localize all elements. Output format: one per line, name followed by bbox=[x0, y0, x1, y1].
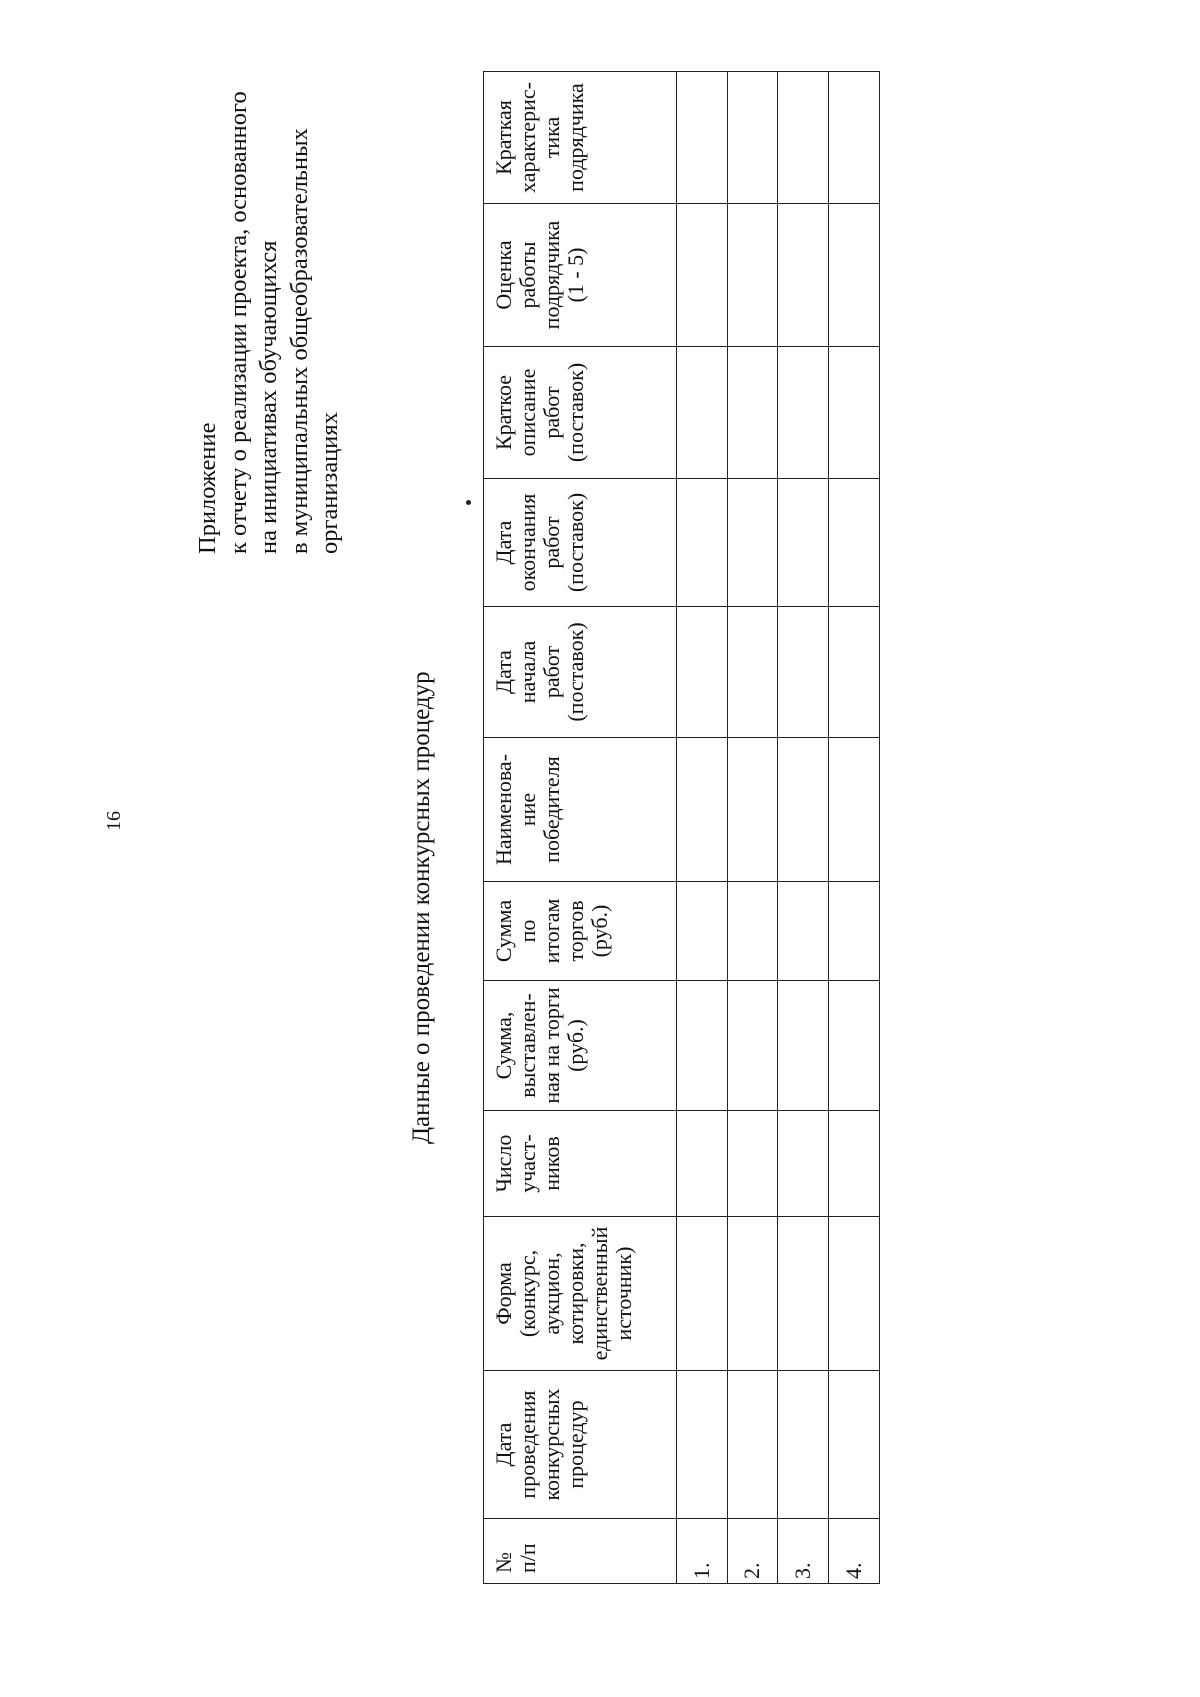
column-header-line: Наименова- bbox=[491, 753, 516, 866]
table-cell bbox=[778, 738, 829, 882]
column-header-line: аукцион, bbox=[539, 1252, 564, 1335]
appendix-line: к отчету о реализации проекта, основанного bbox=[224, 91, 252, 554]
column-header-line: характерис- bbox=[515, 82, 540, 193]
column-header-line: Число bbox=[491, 1134, 516, 1193]
appendix-title: Приложение bbox=[194, 422, 221, 554]
column-header-line: итогам bbox=[539, 898, 564, 964]
column-header-line: Дата bbox=[491, 650, 516, 694]
column-header-line: (руб.) bbox=[587, 904, 612, 958]
column-header-line: п/п bbox=[515, 1543, 540, 1573]
table-cell bbox=[778, 1111, 829, 1217]
appendix-block bbox=[193, 91, 346, 554]
column-header-line: № bbox=[491, 1552, 516, 1573]
column-header bbox=[484, 72, 677, 204]
table-cell bbox=[829, 607, 880, 738]
column-header-line: выставлен- bbox=[515, 993, 540, 1098]
table-row bbox=[829, 72, 880, 1584]
column-header-line: Форма bbox=[491, 1262, 516, 1325]
column-header-line: котировки, bbox=[563, 1242, 588, 1345]
table-cell bbox=[676, 882, 727, 981]
table-cell bbox=[778, 1371, 829, 1519]
column-header-line: единственный bbox=[587, 1226, 612, 1361]
page-number: 16 bbox=[103, 811, 125, 831]
column-header-line: по bbox=[515, 919, 540, 943]
table-cell bbox=[676, 479, 727, 607]
table-cell bbox=[676, 1111, 727, 1217]
table-cell bbox=[778, 204, 829, 347]
table-cell bbox=[727, 1371, 778, 1519]
column-header-line: (1 - 5) bbox=[563, 247, 588, 303]
column-header-line: подрядчика bbox=[563, 83, 588, 192]
row-number: 2. bbox=[727, 1519, 778, 1584]
table-cell bbox=[676, 981, 727, 1111]
table-cell bbox=[727, 882, 778, 981]
appendix-line: организациях bbox=[316, 412, 343, 554]
column-header-line: Дата bbox=[491, 520, 516, 565]
table-cell bbox=[778, 479, 829, 607]
appendix-line: в муниципальных общеобразовательных bbox=[285, 128, 313, 554]
table-cell bbox=[829, 479, 880, 607]
column-header-line: победителя bbox=[539, 756, 564, 863]
column-header-line: конкурсных bbox=[539, 1388, 564, 1501]
column-header-line: Краткое bbox=[491, 374, 516, 451]
column-header-line: (руб.) bbox=[563, 1019, 588, 1072]
column-header-line: окончания bbox=[515, 493, 540, 592]
table-cell bbox=[727, 347, 778, 479]
table-cell bbox=[727, 479, 778, 607]
column-header-line: (конкурс, bbox=[515, 1249, 540, 1338]
column-header-line: Краткая bbox=[491, 100, 516, 175]
table-cell bbox=[676, 204, 727, 347]
table-cell bbox=[727, 981, 778, 1111]
column-header-line: ников bbox=[539, 1136, 564, 1191]
column-header-line: Оценка bbox=[491, 240, 516, 310]
column-header-line: подрядчика bbox=[539, 220, 564, 330]
table-cell bbox=[829, 72, 880, 204]
table-cell bbox=[778, 607, 829, 738]
column-header bbox=[484, 738, 677, 882]
table-row bbox=[676, 72, 727, 1584]
column-header bbox=[484, 1217, 677, 1371]
table-header-row bbox=[484, 72, 677, 1584]
column-header-line: работ bbox=[539, 645, 564, 699]
column-header bbox=[484, 347, 677, 479]
table-title: Данные о проведении конкурсных процедур bbox=[408, 671, 435, 1144]
row-number: 3. bbox=[778, 1519, 829, 1584]
column-header bbox=[484, 1371, 677, 1519]
table-cell bbox=[829, 1371, 880, 1519]
table-cell bbox=[676, 1217, 727, 1371]
column-header-line: ная на торги bbox=[539, 987, 564, 1104]
table-row bbox=[727, 72, 778, 1584]
column-header-line: проведения bbox=[515, 1390, 540, 1499]
table-cell bbox=[829, 882, 880, 981]
column-header-line: работ bbox=[539, 386, 564, 439]
table-cell bbox=[778, 981, 829, 1111]
column-header-line: источник) bbox=[611, 1246, 636, 1341]
row-number: 4. bbox=[829, 1519, 880, 1584]
table-cell bbox=[727, 1111, 778, 1217]
table-cell bbox=[778, 882, 829, 981]
table-cell bbox=[727, 204, 778, 347]
table-cell bbox=[727, 1217, 778, 1371]
table-cell bbox=[676, 72, 727, 204]
column-header bbox=[484, 479, 677, 607]
column-header-line: Сумма bbox=[491, 899, 516, 963]
column-header-line: торгов bbox=[563, 900, 588, 962]
table-cell bbox=[676, 607, 727, 738]
table-cell bbox=[829, 738, 880, 882]
table-row bbox=[778, 72, 829, 1584]
table-cell bbox=[778, 347, 829, 479]
table-cell bbox=[727, 72, 778, 204]
table-cell bbox=[829, 981, 880, 1111]
table-cell bbox=[829, 1111, 880, 1217]
table-cell bbox=[829, 347, 880, 479]
procurement-table bbox=[483, 71, 880, 1584]
column-header-line: начала bbox=[515, 640, 540, 704]
column-header-line: (поставок) bbox=[563, 622, 588, 722]
column-header bbox=[484, 981, 677, 1111]
appendix-line: на инициативах обучающихся bbox=[255, 240, 282, 554]
table-cell bbox=[676, 347, 727, 479]
table-cell bbox=[778, 1217, 829, 1371]
column-header-line: Дата bbox=[491, 1422, 516, 1467]
column-header-line: процедур bbox=[563, 1400, 588, 1489]
column-header-line: ние bbox=[515, 792, 540, 827]
column-header-line: тика bbox=[539, 116, 564, 159]
row-number: 1. bbox=[676, 1519, 727, 1584]
column-header-line: описание bbox=[515, 368, 540, 457]
column-header bbox=[484, 607, 677, 738]
column-header bbox=[484, 1519, 677, 1584]
column-header-line: работ bbox=[539, 516, 564, 569]
table-cell bbox=[676, 1371, 727, 1519]
scan-dot bbox=[466, 500, 471, 505]
column-header-line: (поставок) bbox=[563, 362, 588, 463]
table-cell bbox=[727, 738, 778, 882]
column-header bbox=[484, 1111, 677, 1217]
column-header-line: (поставок) bbox=[563, 492, 588, 593]
table-cell bbox=[829, 1217, 880, 1371]
column-header-line: участ- bbox=[515, 1134, 540, 1193]
column-header bbox=[484, 204, 677, 347]
column-header-line: работы bbox=[515, 241, 540, 309]
column-header-line: Сумма, bbox=[491, 1011, 516, 1080]
table-cell bbox=[829, 204, 880, 347]
table-cell bbox=[676, 738, 727, 882]
table-cell bbox=[778, 72, 829, 204]
table-cell bbox=[727, 607, 778, 738]
column-header bbox=[484, 882, 677, 981]
